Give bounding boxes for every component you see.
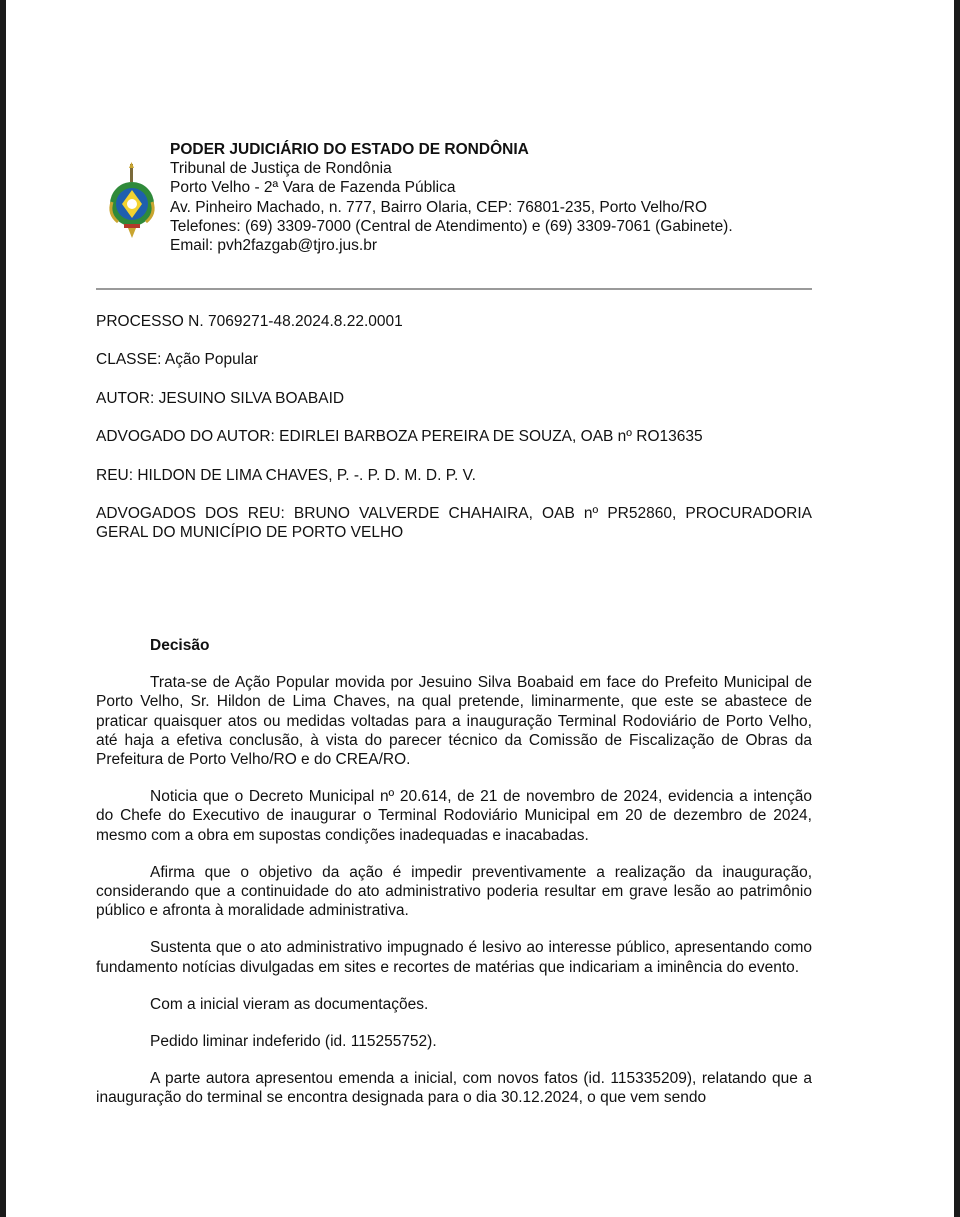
court-phones: Telefones: (69) 3309-7000 (Central de Atendimento) e (69) 3309-7061 (Gabinete). xyxy=(170,217,733,235)
case-class: CLASSE: Ação Popular xyxy=(96,351,258,369)
decision-paragraph: Sustenta que o ato administrativo impugnado é lesivo ao interesse público, apresentando como fundamento notícias divulgadas em sites e recortes de matérias que indicariam a iminência do evento. xyxy=(96,939,812,976)
decision-body xyxy=(96,636,812,1126)
decision-paragraph: Noticia que o Decreto Municipal nº 20.614, de 21 de novembro de 2024, evidencia a intenção do Chefe do Executivo de inaugurar o Terminal Rodoviário Municipal em 20 de dezembro de 2024, mesmo com a obra em supostas condições inadequadas e inacabadas. xyxy=(96,788,812,844)
decision-paragraph: Com a inicial vieram as documentações. xyxy=(150,995,429,1013)
decision-paragraph: Trata-se de Ação Popular movida por Jesuino Silva Boabaid em face do Prefeito Municipal de Porto Velho, Sr. Hildon de Lima Chaves, na qual pretende, liminarmente, que este se abastece de praticar quaisquer atos ou medidas voltadas para a inauguração Terminal Rodoviário de Porto Velho, até haja a efetiva conclusão, à vista do parecer técnico da Comissão de Fiscalização de Obras da Prefeitura de Porto Velho/RO e do CREA/RO. xyxy=(96,674,812,769)
case-defendant: REU: HILDON DE LIMA CHAVES, P. -. P. D. M. D. P. V. xyxy=(96,466,476,484)
header-divider xyxy=(96,288,812,290)
decision-paragraph: Afirma que o objetivo da ação é impedir preventivamente a realização da inauguração, considerando que a continuidade do ato administrativo poderia resultar em grave lesão ao patrimônio público e afronta à moralidade administrativa. xyxy=(96,863,812,920)
letterhead-text xyxy=(170,140,733,255)
decision-paragraph: Pedido liminar indeferido (id. 115255752). xyxy=(150,1033,437,1051)
document-page xyxy=(6,0,954,1217)
decision-paragraph: A parte autora apresentou emenda a inicial, com novos fatos (id. 115335209), relatando que a inauguração do terminal se encontra designada para o dia 30.12.2024, o que vem sendo xyxy=(96,1070,812,1107)
court-address: Av. Pinheiro Machado, n. 777, Bairro Olaria, CEP: 76801-235, Porto Velho/RO xyxy=(170,198,708,216)
decision-title: Decisão xyxy=(150,637,210,654)
tribunal-name: Tribunal de Justiça de Rondônia xyxy=(170,160,392,178)
case-details xyxy=(96,312,812,562)
case-number: PROCESSO N. 7069271-48.2024.8.22.0001 xyxy=(96,313,403,330)
letterhead xyxy=(106,140,826,270)
court-email: Email: pvh2fazgab@tjro.jus.br xyxy=(170,237,377,255)
case-author: AUTOR: JESUINO SILVA BOABAID xyxy=(96,389,345,407)
defendant-lawyers: ADVOGADOS DOS REU: BRUNO VALVERDE CHAHAIRA, OAB nº PR52860, PROCURADORIA GERAL DO MUNICÍPIO DE PORTO VELHO xyxy=(96,505,812,542)
state-coat-of-arms-icon xyxy=(106,162,158,238)
vara-name: Porto Velho - 2ª Vara de Fazenda Pública xyxy=(170,179,456,197)
court-name: PODER JUDICIÁRIO DO ESTADO DE RONDÔNIA xyxy=(170,141,529,158)
author-lawyer: ADVOGADO DO AUTOR: EDIRLEI BARBOZA PEREIRA DE SOUZA, OAB nº RO13635 xyxy=(96,428,703,446)
